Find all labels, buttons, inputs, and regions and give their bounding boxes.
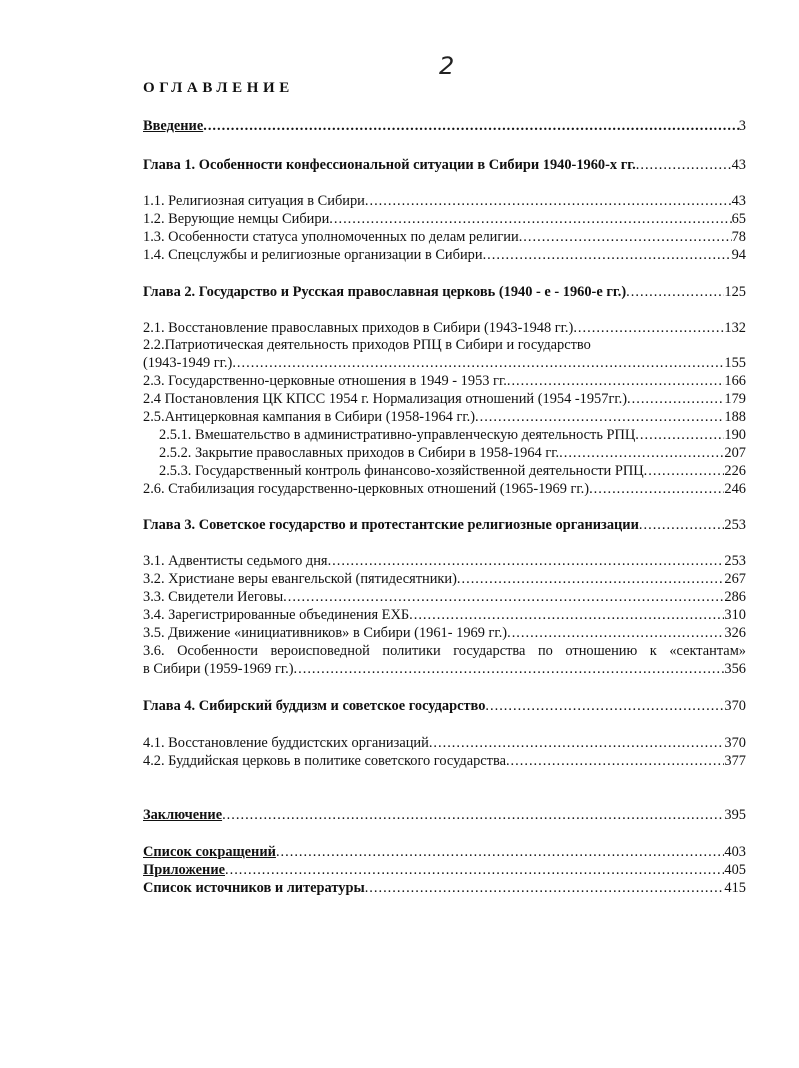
toc-entry-page: 166 [724, 373, 746, 389]
leader-dots [559, 444, 724, 462]
leader-dots [636, 156, 732, 174]
toc-entry-title: 3.4. Зарегистрированные объединения ЕХБ [143, 607, 410, 623]
toc-entry-title: 4.2. Буддийская церковь в политике советского государства [143, 753, 506, 769]
leader-dots [457, 570, 725, 588]
leader-dots [483, 246, 732, 264]
toc-entry-title: 1.1. Религиозная ситуация в Сибири [143, 193, 365, 209]
toc-entry-2-5-3[interactable] [159, 462, 746, 480]
toc-entry-page: 326 [724, 625, 746, 641]
toc-entry-page: 267 [724, 571, 746, 587]
toc-entry-title: 3.1. Адвентисты седьмого дня [143, 553, 328, 569]
toc-entry-2-3[interactable] [143, 372, 746, 390]
toc-entry-3-4[interactable] [143, 606, 746, 624]
toc-entry-page: 370 [724, 735, 746, 751]
toc-entry-title: Приложение [143, 862, 226, 878]
toc-entry-title: 3.5. Движение «инициативников» в Сибири (1961- 1969 гг.) [143, 625, 508, 641]
toc-entry-page: 415 [724, 880, 746, 896]
toc-entry-page: 403 [724, 844, 746, 860]
toc-heading: ОГЛАВЛЕНИЕ [143, 80, 294, 96]
toc-entry-4-2[interactable] [143, 752, 746, 770]
toc-entry-3-2[interactable] [143, 570, 746, 588]
leader-dots [626, 283, 724, 301]
toc-entry-title: 2.5.1. Вмешательство в административно-управленческую деятельность РПЦ [159, 427, 636, 443]
toc-entry-2-5-2[interactable] [159, 444, 746, 462]
toc-entry-page: 179 [724, 391, 746, 407]
toc-entry-page: 226 [724, 463, 746, 479]
toc-entry-page: 43 [731, 193, 746, 209]
toc-entry-title: Глава 2. Государство и Русская православная церковь (1940 - е - 1960-е гг.) [143, 284, 627, 300]
toc-entry-3-1[interactable] [143, 552, 746, 570]
toc-entry-chapter-1[interactable] [143, 156, 746, 174]
toc-entry-title: 2.4 Постановления ЦК КПСС 1954 г. Нормализация отношений (1954 -1957гг.) [143, 391, 628, 407]
handwritten-page-number: 2 [439, 52, 455, 80]
toc-entry-chapter-2[interactable] [143, 283, 746, 301]
toc-entry-title: 2.6. Стабилизация государственно-церковных отношений (1965-1969 гг.) [143, 481, 590, 497]
leader-dots [485, 697, 724, 715]
toc-entry-2-5-1[interactable] [159, 426, 746, 444]
toc-entry-1-3[interactable] [143, 228, 746, 246]
leader-dots [365, 879, 725, 897]
toc-entry-2-5[interactable] [143, 408, 746, 426]
toc-entry-page: 155 [724, 355, 746, 371]
toc-entry-page: 370 [724, 698, 746, 714]
toc-entry-2-1[interactable] [143, 319, 746, 337]
leader-dots [475, 408, 724, 426]
toc-entry-chapter-3[interactable] [143, 516, 746, 534]
toc-entry-title: 1.2. Верующие немцы Сибири [143, 211, 330, 227]
toc-entry-title: 2.5.2. Закрытие православных приходов в Сибири в 1958-1964 гг. [159, 445, 560, 461]
toc-entry-title: 1.3. Особенности статуса уполномоченных по делам религии [143, 229, 519, 245]
toc-entry-title: 3.3. Свидетели Иеговы [143, 589, 284, 605]
toc-entry-page: 286 [724, 589, 746, 605]
leader-dots [573, 319, 724, 337]
toc-entry-page: 253 [724, 553, 746, 569]
toc-entry-title: 1.4. Спецслужбы и религиозные организации в Сибири [143, 247, 483, 263]
toc-entry-title: Список источников и литературы [143, 880, 365, 896]
leader-dots [506, 752, 724, 770]
toc-entry-title: 3.2. Христиане веры евангельской (пятидесятники) [143, 571, 457, 587]
toc-entry-3-6-continued[interactable] [143, 660, 746, 678]
toc-entry-page: 310 [724, 607, 746, 623]
leader-dots [225, 861, 724, 879]
toc-entry-page: 132 [724, 320, 746, 336]
toc-entry-page: 125 [724, 284, 746, 300]
leader-dots [283, 588, 724, 606]
leader-dots [507, 624, 724, 642]
leader-dots [203, 117, 739, 135]
toc-entry-page: 377 [724, 753, 746, 769]
toc-entry-page: 190 [724, 427, 746, 443]
toc-entry-2-6[interactable] [143, 480, 746, 498]
toc-entry-page: 188 [724, 409, 746, 425]
toc-entry-appendix[interactable] [143, 861, 746, 879]
toc-entry-title: в Сибири (1959-1969 гг.) [143, 661, 294, 677]
toc-entry-2-2-continued[interactable] [143, 354, 746, 372]
toc-entry-abbreviations[interactable] [143, 843, 746, 861]
toc-entry-page: 246 [724, 481, 746, 497]
leader-dots [222, 806, 724, 824]
toc-entry-page: 207 [724, 445, 746, 461]
leader-dots [276, 843, 724, 861]
leader-dots [365, 192, 732, 210]
toc-entry-title: 2.1. Восстановление православных приходов в Сибири (1943-1948 гг.) [143, 320, 574, 336]
leader-dots [429, 734, 725, 752]
toc-entry-page: 405 [724, 862, 746, 878]
leader-dots [627, 390, 724, 408]
toc-entry-title: 4.1. Восстановление буддистских организаций [143, 735, 429, 751]
leader-dots [507, 372, 725, 390]
toc-entry-3-5[interactable] [143, 624, 746, 642]
toc-entry-1-2[interactable] [143, 210, 746, 228]
toc-entry-2-2[interactable]: 2.2.Патриотическая деятельность приходов РПЦ в Сибири и государство [143, 337, 591, 353]
toc-entry-page: 78 [731, 229, 746, 245]
toc-entry-4-1[interactable] [143, 734, 746, 752]
leader-dots [232, 354, 724, 372]
toc-entry-3-6[interactable]: 3.6. Особенности вероисповедной политики государства по отношению к «сектантам» [143, 643, 746, 659]
toc-entry-title: Глава 4. Сибирский буддизм и советское государство [143, 698, 486, 714]
toc-entry-title: 2.3. Государственно-церковные отношения в 1949 - 1953 гг. [143, 373, 507, 389]
toc-entry-page: 65 [731, 211, 746, 227]
toc-entry-chapter-4[interactable] [143, 697, 746, 715]
toc-entry-title: Список сокращений [143, 844, 276, 860]
toc-entry-page: 43 [731, 157, 746, 173]
toc-entry-2-4[interactable] [143, 390, 746, 408]
leader-dots [328, 552, 725, 570]
toc-entry-page: 395 [724, 807, 746, 823]
toc-entry-page: 3 [738, 118, 746, 134]
toc-entry-introduction[interactable] [143, 117, 746, 135]
toc-entry-conclusion[interactable] [143, 806, 746, 824]
toc-entry-sources[interactable] [143, 879, 746, 897]
toc-entry-title: Введение [143, 118, 204, 134]
toc-entry-page: 253 [724, 517, 746, 533]
toc-entry-title: 2.5.Антицерковная кампания в Сибири (1958-1964 гг.) [143, 409, 476, 425]
leader-dots [294, 660, 725, 678]
toc-entry-title: (1943-1949 гг.) [143, 355, 233, 371]
leader-dots [639, 516, 725, 534]
leader-dots [589, 480, 724, 498]
toc-entry-1-4[interactable] [143, 246, 746, 264]
leader-dots [329, 210, 731, 228]
toc-entry-1-1[interactable] [143, 192, 746, 210]
toc-entry-page: 356 [724, 661, 746, 677]
toc-entry-3-3[interactable] [143, 588, 746, 606]
leader-dots [635, 426, 724, 444]
leader-dots [409, 606, 724, 624]
toc-entry-title: Глава 1. Особенности конфессиональной ситуации в Сибири 1940-1960-х гг. [143, 157, 636, 173]
toc-entry-page: 94 [731, 247, 746, 263]
leader-dots [644, 462, 725, 480]
toc-entry-title: Заключение [143, 807, 223, 823]
toc-entry-title: Глава 3. Советское государство и протестантские религиозные организации [143, 517, 639, 533]
leader-dots [519, 228, 732, 246]
toc-entry-title: 2.5.3. Государственный контроль финансово-хозяйственной деятельности РПЦ [159, 463, 644, 479]
